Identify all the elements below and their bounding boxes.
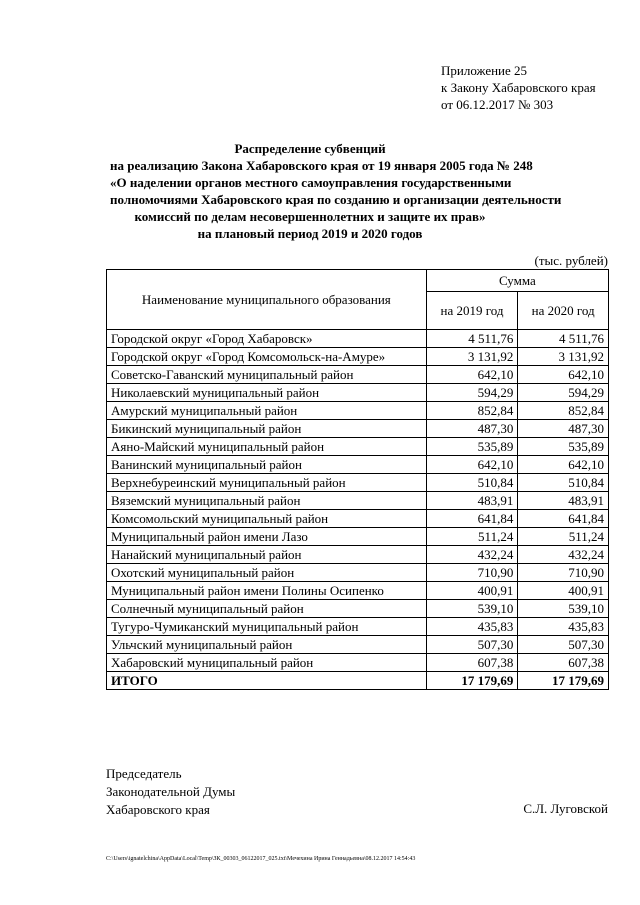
table-row (107, 492, 609, 510)
row-value-2020: 535,89 (518, 438, 609, 456)
row-name: Городской округ «Город Хабаровск» (107, 330, 427, 348)
table-row (107, 438, 609, 456)
row-value-2020: 400,91 (518, 582, 609, 600)
row-value-2019: 511,24 (426, 528, 518, 546)
row-value-2020: 511,24 (518, 528, 609, 546)
row-name: Советско-Гаванский муниципальный район (107, 366, 427, 384)
row-name: Ульчский муниципальный район (107, 636, 427, 654)
signer-name: С.Л. Луговской (523, 801, 608, 816)
table-row (107, 348, 609, 366)
appendix-block (441, 62, 596, 113)
table-row (107, 564, 609, 582)
table-row (107, 384, 609, 402)
appendix-line-2: к Закону Хабаровского края (441, 80, 596, 95)
row-name: Городской округ «Город Комсомольск-на-Амуре» (107, 348, 427, 366)
row-name: Нанайский муниципальный район (107, 546, 427, 564)
row-value-2019: 594,29 (426, 384, 518, 402)
document-title (110, 140, 562, 242)
appendix-line-3: от 06.12.2017 № 303 (441, 97, 554, 112)
row-value-2020: 4 511,76 (518, 330, 609, 348)
row-value-2020: 642,10 (518, 366, 609, 384)
signature-line-1: Председатель (106, 766, 182, 781)
header-name: Наименование муниципального образования (107, 270, 427, 330)
row-value-2020: 641,84 (518, 510, 609, 528)
row-value-2019: 535,89 (426, 438, 518, 456)
row-value-2019: 4 511,76 (426, 330, 518, 348)
table-row (107, 600, 609, 618)
row-value-2020: 432,24 (518, 546, 609, 564)
table-row (107, 636, 609, 654)
row-value-2020: 487,30 (518, 420, 609, 438)
row-name: Амурский муниципальный район (107, 402, 427, 420)
units-label: (тыс. рублей) (534, 253, 608, 268)
row-name: Николаевский муниципальный район (107, 384, 427, 402)
subvention-table (106, 269, 609, 690)
row-value-2020: 852,84 (518, 402, 609, 420)
table-row (107, 330, 609, 348)
row-value-2019: 642,10 (426, 456, 518, 474)
row-name: Ванинский муниципальный район (107, 456, 427, 474)
row-value-2019: 507,30 (426, 636, 518, 654)
row-value-2019: 3 131,92 (426, 348, 518, 366)
row-name: Верхнебуреинский муниципальный район (107, 474, 427, 492)
row-value-2020: 483,91 (518, 492, 609, 510)
row-value-2020: 710,90 (518, 564, 609, 582)
table-row (107, 546, 609, 564)
total-2020: 17 179,69 (518, 672, 609, 690)
table-row (107, 618, 609, 636)
row-name: Муниципальный район имени Полины Осипенко (107, 582, 427, 600)
row-name: Бикинский муниципальный район (107, 420, 427, 438)
row-name: Комсомольский муниципальный район (107, 510, 427, 528)
header-2019: на 2019 год (426, 292, 518, 330)
row-value-2020: 642,10 (518, 456, 609, 474)
header-sum: Сумма (426, 270, 608, 292)
row-name: Солнечный муниципальный район (107, 600, 427, 618)
row-value-2020: 435,83 (518, 618, 609, 636)
row-value-2020: 594,29 (518, 384, 609, 402)
row-value-2019: 710,90 (426, 564, 518, 582)
title-line-3: «О наделении органов местного самоуправления государственными (110, 175, 512, 190)
total-2019: 17 179,69 (426, 672, 518, 690)
row-value-2020: 510,84 (518, 474, 609, 492)
header-2020: на 2020 год (518, 292, 609, 330)
row-value-2019: 435,83 (426, 618, 518, 636)
row-value-2019: 641,84 (426, 510, 518, 528)
title-line-4: полномочиями Хабаровского края по созданию и организации деятельности (110, 192, 562, 207)
row-value-2019: 852,84 (426, 402, 518, 420)
row-value-2019: 432,24 (426, 546, 518, 564)
row-value-2020: 3 131,92 (518, 348, 609, 366)
row-name: Тугуро-Чумиканский муниципальный район (107, 618, 427, 636)
title-line-2: на реализацию Закона Хабаровского края от 19 января 2005 года № 248 (110, 158, 533, 173)
table-row (107, 366, 609, 384)
row-name: Муниципальный район имени Лазо (107, 528, 427, 546)
table-row (107, 474, 609, 492)
row-value-2020: 539,10 (518, 600, 609, 618)
signature-line-2: Законодательной Думы (106, 784, 236, 799)
table-row (107, 402, 609, 420)
signature-block (106, 765, 235, 819)
row-name: Вяземский муниципальный район (107, 492, 427, 510)
signature-line-3: Хабаровского края (106, 802, 210, 817)
total-label: ИТОГО (107, 672, 427, 690)
table-row (107, 456, 609, 474)
row-value-2020: 607,38 (518, 654, 609, 672)
table-row (107, 582, 609, 600)
footer-path: C:\Users\ignatelchina\AppData\Local\Temp\ЗК_00303_06122017_025.txt\Мечехина Ирина Геннадьевна\08.12.2017 14:54:43 (106, 856, 416, 862)
row-name: Охотский муниципальный район (107, 564, 427, 582)
row-value-2019: 539,10 (426, 600, 518, 618)
title-line-6: на плановый период 2019 и 2020 годов (197, 226, 423, 241)
table-row (107, 528, 609, 546)
row-name: Хабаровский муниципальный район (107, 654, 427, 672)
table-row (107, 654, 609, 672)
title-line-1: Распределение субвенций (234, 141, 386, 156)
total-row (107, 672, 609, 690)
row-value-2019: 510,84 (426, 474, 518, 492)
row-name: Аяно-Майский муниципальный район (107, 438, 427, 456)
title-line-5: комиссий по делам несовершеннолетних и защите их прав» (134, 209, 486, 224)
row-value-2019: 607,38 (426, 654, 518, 672)
row-value-2019: 642,10 (426, 366, 518, 384)
row-value-2019: 483,91 (426, 492, 518, 510)
appendix-line-1: Приложение 25 (441, 63, 528, 78)
table-body (107, 330, 609, 672)
row-value-2019: 400,91 (426, 582, 518, 600)
row-value-2019: 487,30 (426, 420, 518, 438)
table-row (107, 510, 609, 528)
row-value-2020: 507,30 (518, 636, 609, 654)
table-row (107, 420, 609, 438)
